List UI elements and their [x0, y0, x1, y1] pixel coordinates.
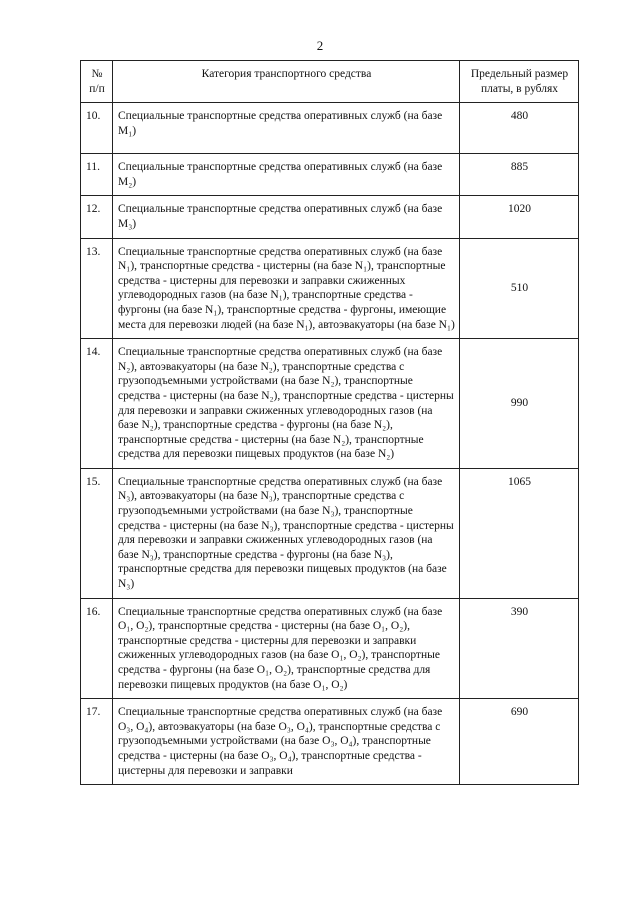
table-row [81, 103, 579, 154]
row-number: 15. [81, 468, 113, 598]
table-row [81, 196, 579, 238]
table-row [81, 339, 579, 469]
row-category: Специальные транспортные средства оперативных служб (на базе M₂) [113, 154, 460, 196]
row-fee: 480 [460, 103, 579, 154]
row-category: Специальные транспортные средства оперативных служб (на базе M₃) [113, 196, 460, 238]
row-category: Специальные транспортные средства оперативных служб (на базе N₂), автоэвакуаторы (на базе N₂), транспортные средства с грузоподъемными устройствами (на базе N₂), транспортные средства - цистерны (на базе N₂), транспортные средства - цистерны для перевозки и заправки сжиженных углеводородных газов (на базе N₂), транспортные средства - фургоны (на базе N₂), транспортные средства - цистерны (на базе N₂), транспортные средства для перевозки пищевых продуктов (на базе N₂) [113, 339, 460, 469]
table-row [81, 468, 579, 598]
fee-table-header [81, 61, 579, 103]
row-fee: 390 [460, 598, 579, 699]
row-fee: 1065 [460, 468, 579, 598]
row-category: Специальные транспортные средства оперативных служб (на базе M₁) [113, 103, 460, 154]
page-number: 2 [316, 38, 324, 53]
row-number: 16. [81, 598, 113, 699]
row-number: 17. [81, 699, 113, 785]
row-number: 12. [81, 196, 113, 238]
row-fee: 990 [460, 339, 579, 469]
row-number: 14. [81, 339, 113, 469]
table-row [81, 598, 579, 699]
row-fee: 690 [460, 699, 579, 785]
row-category: Специальные транспортные средства оперативных служб (на базе N₁), транспортные средства - цистерны (на базе N₁), транспортные средства - цистерны для перевозки и заправки сжиженных углеводородных газов (на базе N₁), транспортные средства - фургоны (на базе N₁), транспортные средства - фургоны, имеющие места для перевозки людей (на базе N₁), автоэвакуаторы (на базе N₁) [113, 238, 460, 339]
fee-table [80, 60, 579, 785]
row-fee: 885 [460, 154, 579, 196]
row-category: Специальные транспортные средства оперативных служб (на базе O₁, O₂), транспортные средства - цистерны (на базе O₁, O₂), транспортные средства - цистерны для перевозки и заправки сжиженных углеводородных газов (на базе O₁, O₂), транспортные средства - фургоны (на базе O₁, O₂), транспортные средства для перевозки пищевых продуктов (на базе O₁, O₂) [113, 598, 460, 699]
table-row [81, 699, 579, 785]
row-category: Специальные транспортные средства оперативных служб (на базе O₃, O₄), автоэвакуаторы (на базе O₃, O₄), транспортные средства с грузоподъемными устройствами (на базе O₃, O₄), транспортные средства - цистерны (на базе O₃, O₄), транспортные средства - цистерны для перевозки и заправки [113, 699, 460, 785]
fee-table-body [81, 103, 579, 785]
column-header-fee: Предельный размер платы, в рублях [460, 61, 579, 103]
table-row [81, 238, 579, 339]
row-fee: 510 [460, 238, 579, 339]
row-number: 10. [81, 103, 113, 154]
row-fee: 1020 [460, 196, 579, 238]
column-header-category: Категория транспортного средства [113, 61, 460, 103]
row-number: 13. [81, 238, 113, 339]
row-category: Специальные транспортные средства оперативных служб (на базе N₃), автоэвакуаторы (на базе N₃), транспортные средства с грузоподъемными устройствами (на базе N₃), транспортные средства - цистерны (на базе N₃), транспортные средства - цистерны для перевозки и заправки сжиженных углеводородных газов (на базе N₃), транспортные средства - фургоны (на базе N₃), транспортные средства для перевозки пищевых продуктов (на базе N₃) [113, 468, 460, 598]
table-row [81, 154, 579, 196]
column-header-number: № п/п [81, 61, 113, 103]
row-number: 11. [81, 154, 113, 196]
